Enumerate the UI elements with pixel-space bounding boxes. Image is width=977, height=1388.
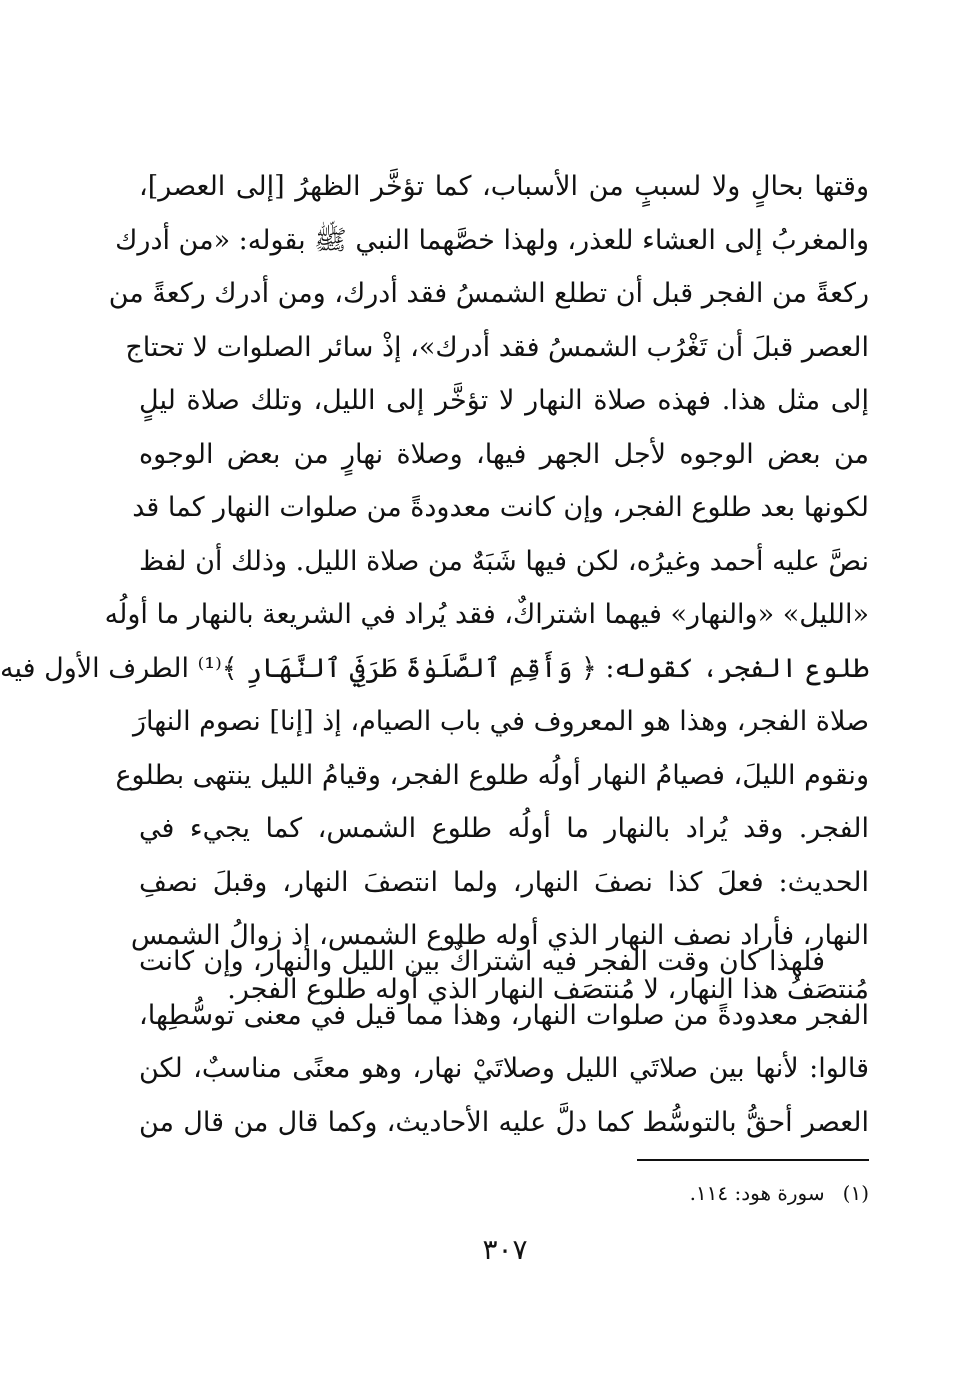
text-line: العصر أحقُّ بالتوسُّط كما دلَّ عليه الأحاديث، وكما قال من قال من (139, 1106, 869, 1138)
footnote-divider (637, 1159, 869, 1161)
text-line: لكونها بعد طلوع الفجر، وإن كانت معدودةً من صلوات النهار كما قد (132, 492, 869, 523)
text-line: إلى مثل هذا. فهذه صلاة النهار لا تؤخَّر إلى الليل، وتلك صلاة ليلٍ (139, 385, 869, 416)
text-line: من بعض الوجوه لأجل الجهر فيها، وصلاة نهارٍ من بعض الوجوه (139, 438, 869, 470)
text-line: صلاة الفجر، وهذا هو المعروف في باب الصيام، إذ [إنا] نصوم النهارَ (133, 706, 869, 737)
text-line: مُنتصَفُ هذا النهار، لا مُنتصَف النهار الذي أوله طلوع الفجر. (227, 973, 869, 1005)
text-line: الفجر معدودةً من صلوات النهار، وهذا مما قيل في معنى توسُّطِها، (139, 999, 869, 1031)
text-line: وقتها بحالٍ ولا لسببٍ من الأسباب، كما تؤخَّر الظهرُ [إلى العصر]، (139, 171, 869, 202)
text-line: طلوع الفجر، كقوله: ﴿ وَأَقِمِ ٱلصَّلَوٰةَ طَرَفَيِ ٱلنَّهَارِ ﴾⁽¹⁾ الطرف الأول فيه (0, 652, 869, 684)
text-line: الحديث: فعلَ كذا نصفَ النهار، ولما انتصفَ النهار، وقبلَ نصفِ (139, 866, 869, 898)
text-line: «الليل» «والنهار» فيهما اشتراكٌ، فقد يُراد في الشريعة بالنهار ما أولُه (104, 599, 869, 630)
text-line: والمغربُ إلى العشاء للعذر، ولهذا خصَّهما النبي ﷺ بقوله: «من أدرك (115, 224, 869, 256)
footnote (139, 1176, 869, 1210)
text-line: ونقوم الليلَ، فصيامُ النهار أولُه طلوع الفجر، وقيامُ الليل ينتهى بطلوع (115, 759, 869, 791)
text-line: نصَّ عليه أحمد وغيرُه، لكن فيها شَبَهٌ من صلاة الليل. وذلك أن لفظ (139, 545, 869, 577)
footnote-number: (١) (842, 1181, 869, 1205)
paragraph-1 (0, 160, 869, 1016)
paragraph-2 (139, 935, 869, 1149)
text-line: ركعةً من الفجر قبل أن تطلع الشمسُ فقد أدرك، ومن أدرك ركعةً من (108, 278, 869, 309)
footnote-text: سورة هود: ١١٤. (689, 1181, 825, 1205)
text-line: الفجر. وقد يُراد بالنهار ما أولُه طلوع الشمس، كما يجيء في (139, 813, 869, 844)
page-number: ٣٠٧ (482, 1233, 528, 1266)
text-line: قالوا: لأنها بين صلاتَي الليل وصلاتَيْ نهار، وهو معنًى مناسبٌ، لكن (139, 1053, 869, 1084)
text-line: فلهذا كان وقت الفجر فيه اشتراكٌ بين الليل والنهار، وإن كانت (139, 946, 825, 977)
text-line: العصر قبلَ أن تَغْرُب الشمسُ فقد أدرك»، إذْ سائر الصلوات لا تحتاج (125, 331, 869, 363)
text-line: النهار، فأراد نصف النهار الذي أوله طلوع الشمس، إذ زوالُ الشمس (130, 920, 869, 951)
